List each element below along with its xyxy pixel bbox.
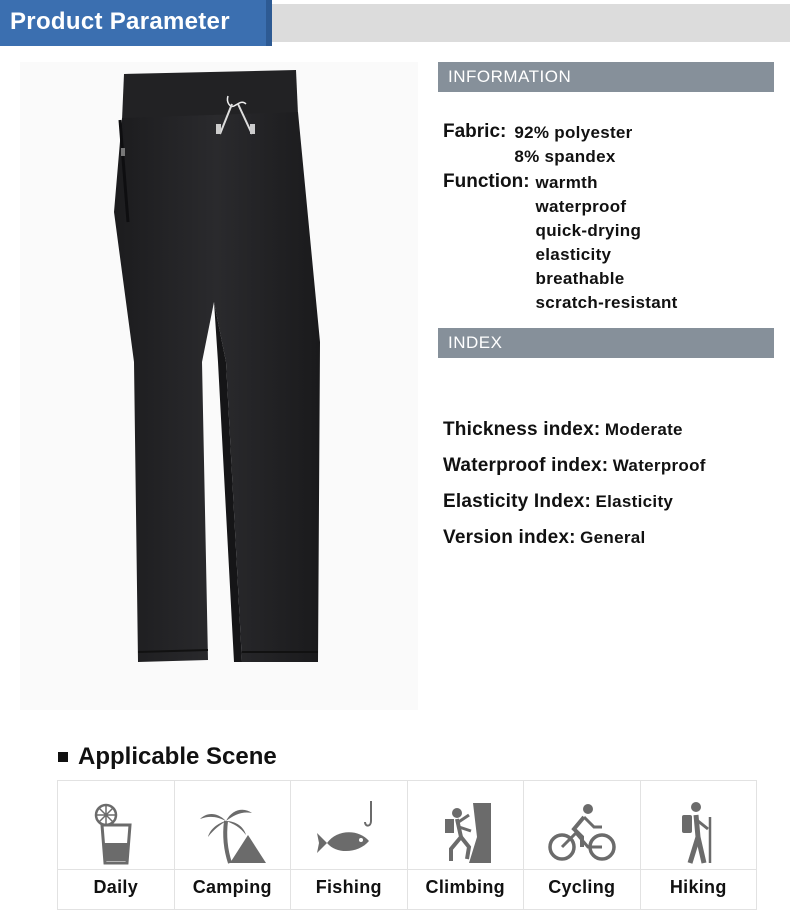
function-row bbox=[443, 170, 678, 314]
index-label: Thickness index: bbox=[443, 419, 601, 440]
scene-label: Climbing bbox=[425, 877, 505, 897]
information-block bbox=[443, 120, 678, 314]
fabric-value: 92% polyester bbox=[514, 123, 633, 142]
index-row bbox=[443, 490, 706, 526]
fabric-value: 8% spandex bbox=[514, 147, 616, 166]
function-value: scratch-resistant bbox=[535, 293, 678, 312]
scene-label: Daily bbox=[93, 877, 139, 897]
index-value: Waterproof bbox=[612, 456, 706, 475]
bullet-square-icon bbox=[58, 752, 68, 762]
function-value: elasticity bbox=[535, 245, 612, 264]
scene-label: Fishing bbox=[315, 877, 382, 897]
climber-icon bbox=[429, 797, 501, 869]
index-row bbox=[443, 418, 706, 454]
function-values bbox=[530, 170, 678, 314]
drink-icon bbox=[80, 797, 152, 869]
scene-item-camping bbox=[175, 781, 292, 909]
scene-item-climbing bbox=[408, 781, 525, 909]
index-row bbox=[443, 454, 706, 490]
pants-illustration bbox=[20, 62, 418, 710]
fabric-row bbox=[443, 120, 678, 168]
index-heading: INDEX bbox=[438, 328, 774, 358]
index-value: Elasticity bbox=[595, 492, 674, 511]
function-value: waterproof bbox=[535, 197, 627, 216]
scene-label: Camping bbox=[192, 877, 272, 897]
function-value: warmth bbox=[535, 173, 598, 192]
scene-title-text: Applicable Scene bbox=[78, 743, 277, 770]
fabric-values bbox=[506, 120, 632, 168]
index-block bbox=[443, 418, 706, 562]
fish-icon bbox=[313, 797, 385, 869]
scene-item-daily bbox=[58, 781, 175, 909]
function-value: quick-drying bbox=[535, 221, 642, 240]
scene-item-cycling bbox=[524, 781, 641, 909]
hiker-icon bbox=[662, 797, 734, 869]
scene-title bbox=[58, 743, 277, 771]
index-row bbox=[443, 526, 706, 562]
cyclist-icon bbox=[546, 797, 618, 869]
index-label: Version index: bbox=[443, 527, 576, 548]
fabric-label: Fabric: bbox=[443, 121, 507, 142]
index-value: General bbox=[580, 528, 646, 547]
palm-tree-icon bbox=[196, 797, 268, 869]
scene-item-hiking bbox=[641, 781, 757, 909]
scene-item-fishing bbox=[291, 781, 408, 909]
index-label: Elasticity Index: bbox=[443, 491, 592, 512]
function-value: breathable bbox=[535, 269, 625, 288]
scene-label: Hiking bbox=[669, 877, 727, 897]
index-label: Waterproof index: bbox=[443, 455, 609, 476]
scene-grid bbox=[57, 780, 757, 910]
index-value: Moderate bbox=[604, 420, 683, 439]
information-heading: INFORMATION bbox=[438, 62, 774, 92]
function-label: Function: bbox=[443, 171, 530, 192]
product-image bbox=[20, 62, 418, 710]
page-title: Product Parameter bbox=[0, 0, 272, 46]
scene-label: Cycling bbox=[548, 877, 616, 897]
